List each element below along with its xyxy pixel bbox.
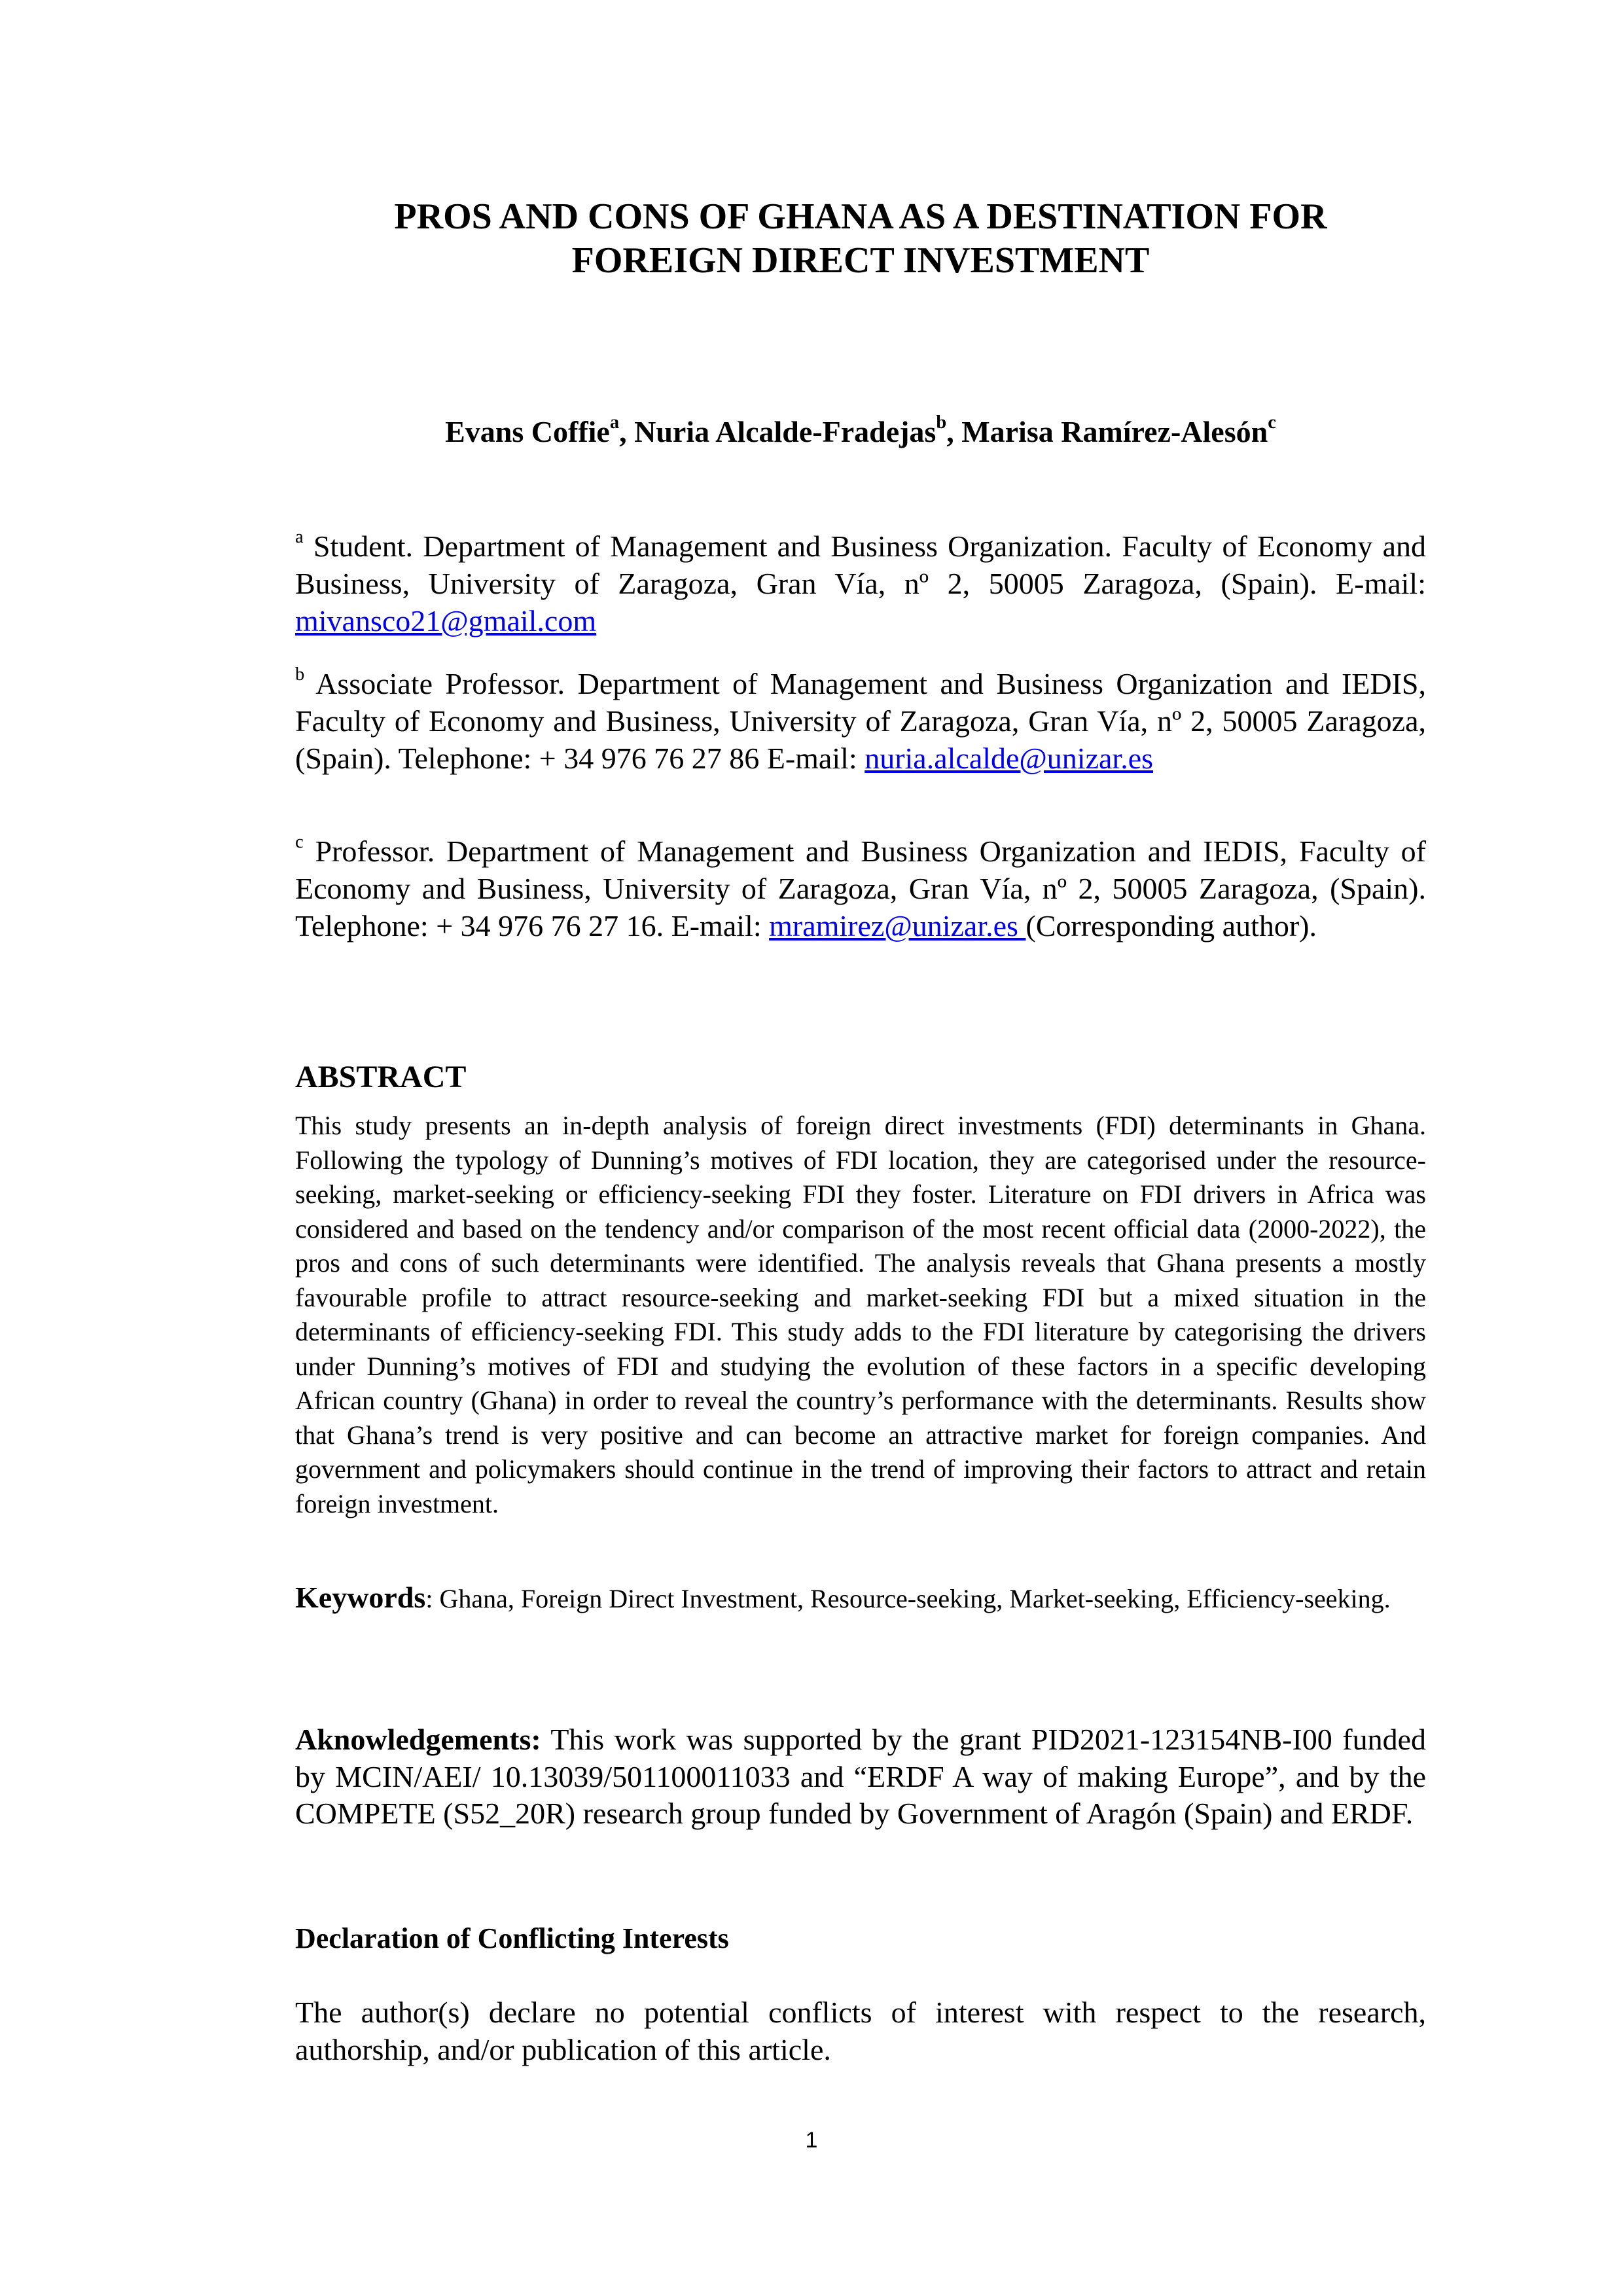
author-name: Nuria Alcalde-Fradejas <box>634 415 936 448</box>
author-name: Evans Coffie <box>445 415 610 448</box>
email-link[interactable]: nuria.alcalde@unizar.es <box>865 742 1154 775</box>
email-link[interactable]: mramirez@unizar.es <box>769 909 1026 942</box>
acknowledgements <box>295 1721 1426 1833</box>
title-line-1: PROS AND CONS OF GHANA AS A DESTINATION FOR <box>394 196 1327 237</box>
affiliation-a <box>295 528 1426 639</box>
keywords-label: Keywords <box>295 1581 426 1614</box>
author-affiliation-mark: b <box>936 412 947 433</box>
acknowledgements-label: Aknowledgements: <box>295 1723 541 1756</box>
affiliation-text: Associate Professor. Department of Management and Business Organization and IEDIS, Faculty of Economy and Business, University of Zaragoza, Gran Vía, nº 2, 50005 Zaragoza, (Spain). Telephone: + 34 976 76 27 86 E-mail: <box>295 667 1426 775</box>
keywords <box>295 1580 1426 1617</box>
email-link[interactable]: mivansco21@gmail.com <box>295 604 597 637</box>
acknowledgements-text: This work was supported by the grant PID2021-123154NB-I00 funded by MCIN/AEI/ 10.13039/501100011033 and “ERDF A way of making Europe”, and by the COMPETE (S52_20R) research group funded by Government of Aragón (Spain) and ERDF. <box>295 1723 1426 1830</box>
affiliation-text: Student. Department of Management and Business Organization. Faculty of Economy and Business, University of Zaragoza, Gran Vía, nº 2, 50005 Zaragoza, (Spain). E-mail: <box>295 529 1426 600</box>
affiliation-mark: a <box>295 527 304 548</box>
affiliation-mark: b <box>295 664 305 685</box>
author-list <box>295 414 1426 450</box>
author-separator: , <box>946 415 962 448</box>
keywords-text: : Ghana, Foreign Direct Investment, Resource-seeking, Market-seeking, Efficiency-seeking. <box>425 1584 1391 1613</box>
author-affiliation-mark: c <box>1268 412 1276 433</box>
affiliation-text: Professor. Department of Management and Business Organization and IEDIS, Faculty of Economy and Business, University of Zaragoza, Gran Vía, nº 2, 50005 Zaragoza, (Spain). Telephone: + 34 976 76 27 16. E-mail: <box>295 834 1426 942</box>
title-line-2: FOREIGN DIRECT INVESTMENT <box>571 240 1150 281</box>
author-name: Marisa Ramírez-Alesón <box>961 415 1268 448</box>
abstract-body: This study presents an in-depth analysis of foreign direct investments (FDI) determinants in Ghana. Following the typology of Dunning’s motives of FDI location, they are categorised under the resource-seeking, market-seeking or efficiency-seeking FDI they foster. Literature on FDI drivers in Africa was considered and based on the tendency and/or comparison of the most recent official data (2000-2022), the pros and cons of such determinants were identified. The analysis reveals that Ghana presents a mostly favourable profile to attract resource-seeking and market-seeking FDI but a mixed situation in the determinants of efficiency-seeking FDI. This study adds to the FDI literature by categorising the drivers under Dunning’s motives of FDI and studying the evolution of these factors in a specific developing African country (Ghana) in order to reveal the country’s performance with the determinants. Results show that Ghana’s trend is very positive and can become an attractive market for foreign companies. And government and policymakers should continue in the trend of improving their factors to attract and retain foreign investment. <box>295 1111 1426 1518</box>
declaration-body: The author(s) declare no potential conflicts of interest with respect to the research, authorship, and/or publication of this article. <box>295 1996 1426 2066</box>
abstract-heading: ABSTRACT <box>295 1060 467 1094</box>
declaration-heading: Declaration of Conflicting Interests <box>295 1922 729 1954</box>
affiliation-c <box>295 833 1426 944</box>
paper-title <box>295 195 1426 283</box>
affiliation-tail: (Corresponding author). <box>1026 909 1317 942</box>
author-separator: , <box>619 415 635 448</box>
affiliation-b <box>295 665 1426 777</box>
affiliation-mark: c <box>295 832 304 853</box>
page-number: 1 <box>805 2128 818 2153</box>
author-affiliation-mark: a <box>609 412 620 433</box>
